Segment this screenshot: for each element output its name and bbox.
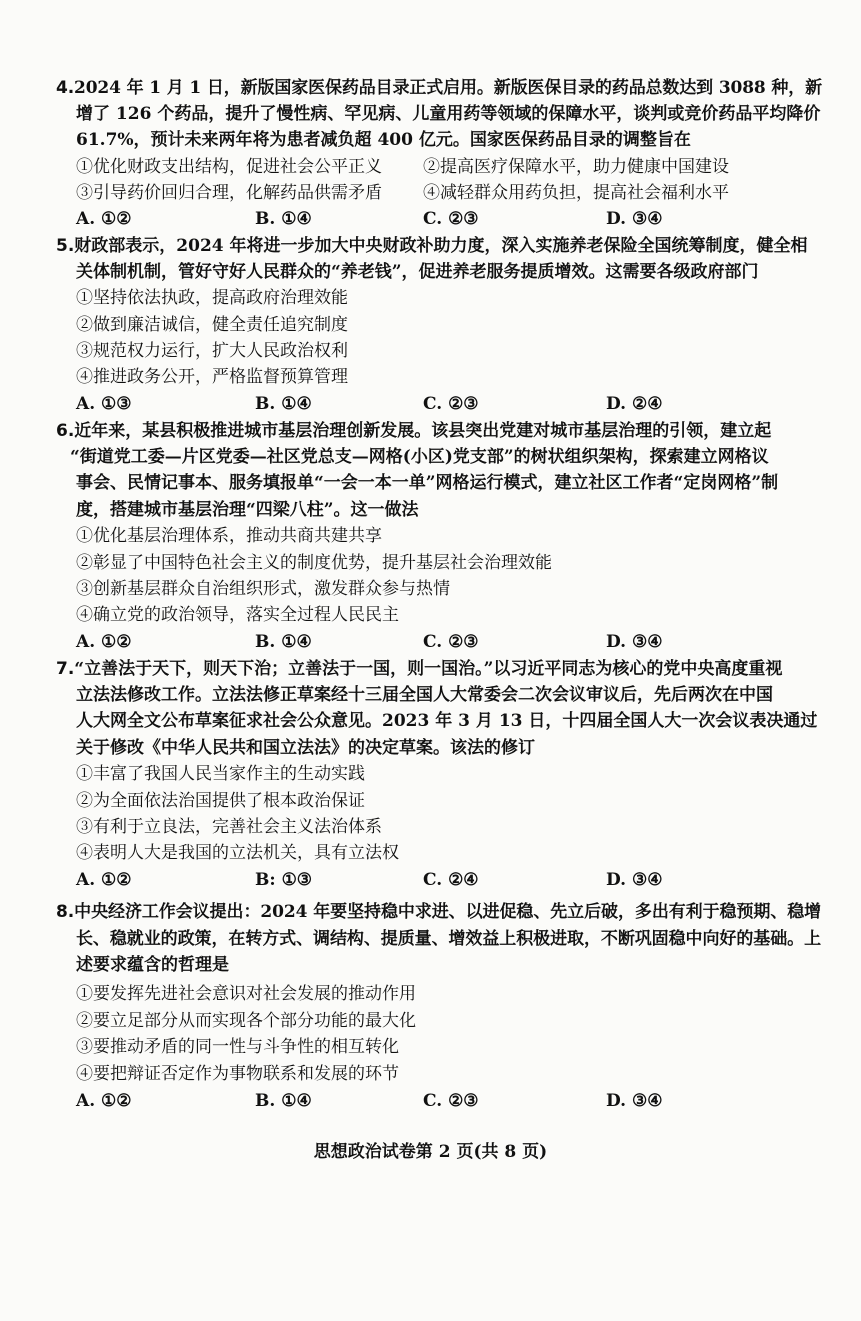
question-8-stem-line-2: 长、稳就业的政策，在转方式、调结构、提质量、增效益上积极进取，不断巩固稳中向好的基础。上 <box>76 929 821 949</box>
question-5-choice-a[interactable]: A. ①③ <box>76 394 132 414</box>
question-6-statement-1: ①优化基层治理体系，推动共商共建共享 <box>76 526 382 546</box>
question-7-choice-d[interactable]: D. ③④ <box>606 870 663 890</box>
question-8-choice-a[interactable]: A. ①② <box>76 1091 132 1111</box>
question-6-choice-a[interactable]: A. ①② <box>76 632 132 652</box>
question-7-statement-1: ①丰富了我国人民当家作主的生动实践 <box>76 764 365 784</box>
question-7-statement-2: ②为全面依法治国提供了根本政治保证 <box>76 791 365 811</box>
question-7-stem-line-1: 7.“立善法于天下，则天下治；立善法于一国，则一国治。”以习近平同志为核心的党中央高度重视 <box>56 659 783 679</box>
question-7-stem-line-2: 立法法修改工作。立法法修正草案经十三届全国人大常委会二次会议审议后，先后两次在中国 <box>76 685 773 705</box>
question-5-choice-c[interactable]: C. ②③ <box>423 394 479 414</box>
question-5-statement-2: ②做到廉洁诚信，健全责任追究制度 <box>76 315 348 335</box>
question-7-statement-4: ④表明人大是我国的立法机关，具有立法权 <box>76 843 399 863</box>
question-4-choice-c[interactable]: C. ②③ <box>423 209 479 229</box>
question-4-stem-line-3: 61.7%，预计未来两年将为患者减负超 400 亿元。国家医保药品目录的调整旨在 <box>76 130 691 150</box>
question-4-number: 4. <box>56 78 75 98</box>
question-5-statement-1: ①坚持依法执政，提高政府治理效能 <box>76 288 348 308</box>
question-8-statement-3: ③要推动矛盾的同一性与斗争性的相互转化 <box>76 1037 399 1057</box>
question-8-statement-4: ④要把辩证否定作为事物联系和发展的环节 <box>76 1064 399 1084</box>
question-8-choice-c[interactable]: C. ②③ <box>423 1091 479 1111</box>
question-6-choice-b[interactable]: B. ①④ <box>255 632 312 652</box>
question-4-choice-b[interactable]: B. ①④ <box>255 209 312 229</box>
question-7-statement-3: ③有利于立良法，完善社会主义法治体系 <box>76 817 382 837</box>
question-6-choice-c[interactable]: C. ②③ <box>423 632 479 652</box>
question-7-stem-line-4: 关于修改《中华人民共和国立法法》的决定草案。该法的修订 <box>76 738 535 758</box>
question-8-number: 8. <box>56 902 75 922</box>
question-5-number: 5. <box>56 236 75 256</box>
question-8-choice-d[interactable]: D. ③④ <box>606 1091 663 1111</box>
question-8-stem-line-1: 8.中央经济工作会议提出：2024 年要坚持稳中求进、以进促稳、先立后破，多出有利于稳预期、稳增 <box>56 902 822 922</box>
question-6-statement-2: ②彰显了中国特色社会主义的制度优势，提升基层社会治理效能 <box>76 553 552 573</box>
question-6-stem-line-1: 6.近年来，某县积极推进城市基层治理创新发展。该县突出党建对城市基层治理的引领，建立起 <box>56 421 772 441</box>
question-6-statement-4: ④确立党的政治领导，落实全过程人民民主 <box>76 605 399 625</box>
question-5-choice-d[interactable]: D. ②④ <box>606 394 663 414</box>
question-8-choice-b[interactable]: B. ①④ <box>255 1091 312 1111</box>
question-6-number: 6. <box>56 421 75 441</box>
question-4-statement-1: ①优化财政支出结构，促进社会公平正义 <box>76 157 382 177</box>
question-4-stem-line-1: 4.2024 年 1 月 1 日，新版国家医保药品目录正式启用。新版医保目录的药品总数达到 3088 种，新 <box>56 78 823 98</box>
question-4-choice-a[interactable]: A. ①② <box>76 209 132 229</box>
question-4-statement-3: ③引导药价回归合理，化解药品供需矛盾 <box>76 183 382 203</box>
question-8-statement-2: ②要立足部分从而实现各个部分功能的最大化 <box>76 1011 416 1031</box>
question-6-statement-3: ③创新基层群众自治组织形式，激发群众参与热情 <box>76 579 450 599</box>
question-5-choice-b[interactable]: B. ①④ <box>255 394 312 414</box>
page-footer: 思想政治试卷第 2 页(共 8 页) <box>313 1142 548 1162</box>
question-5-statement-3: ③规范权力运行，扩大人民政治权利 <box>76 341 348 361</box>
question-7-choice-b[interactable]: B: ①③ <box>255 870 313 890</box>
question-6-stem-line-3: 事会、民情记事本、服务填报单“一会一本一单”网格运行模式，建立社区工作者“定岗网格”制 <box>76 473 779 493</box>
question-7-choice-c[interactable]: C. ②④ <box>423 870 479 890</box>
question-8-stem-line-3: 述要求蕴含的哲理是 <box>76 955 229 975</box>
question-7-choice-a[interactable]: A. ①② <box>76 870 132 890</box>
question-5-stem-line-1: 5.财政部表示，2024 年将进一步加大中央财政补助力度，深入实施养老保险全国统筹制度，健全相 <box>56 236 808 256</box>
question-6-stem-line-2: “街道党工委—片区党委—社区党总支—网格(小区)党支部”的树状组织架构，探索建立网格议 <box>70 447 769 467</box>
question-4-statement-2: ②提高医疗保障水平，助力健康中国建设 <box>423 157 729 177</box>
question-5-stem-line-2: 关体制机制，管好守好人民群众的“养老钱”，促进养老服务提质增效。这需要各级政府部门 <box>76 262 759 282</box>
question-6-choice-d[interactable]: D. ③④ <box>606 632 663 652</box>
question-4-stem-line-2: 增了 126 个药品，提升了慢性病、罕见病、儿童用药等领域的保障水平，谈判或竞价药品平均降价 <box>76 104 821 124</box>
question-5-statement-4: ④推进政务公开，严格监督预算管理 <box>76 367 348 387</box>
question-4-statement-4: ④减轻群众用药负担，提高社会福利水平 <box>423 183 729 203</box>
question-7-number: 7. <box>56 659 75 679</box>
question-8-statement-1: ①要发挥先进社会意识对社会发展的推动作用 <box>76 984 416 1004</box>
question-4-choice-d[interactable]: D. ③④ <box>606 209 663 229</box>
question-6-stem-line-4: 度，搭建城市基层治理“四梁八柱”。这一做法 <box>76 500 419 520</box>
question-7-stem-line-3: 人大网全文公布草案征求社会公众意见。2023 年 3 月 13 日，十四届全国人大一次会议表决通过 <box>76 711 818 731</box>
